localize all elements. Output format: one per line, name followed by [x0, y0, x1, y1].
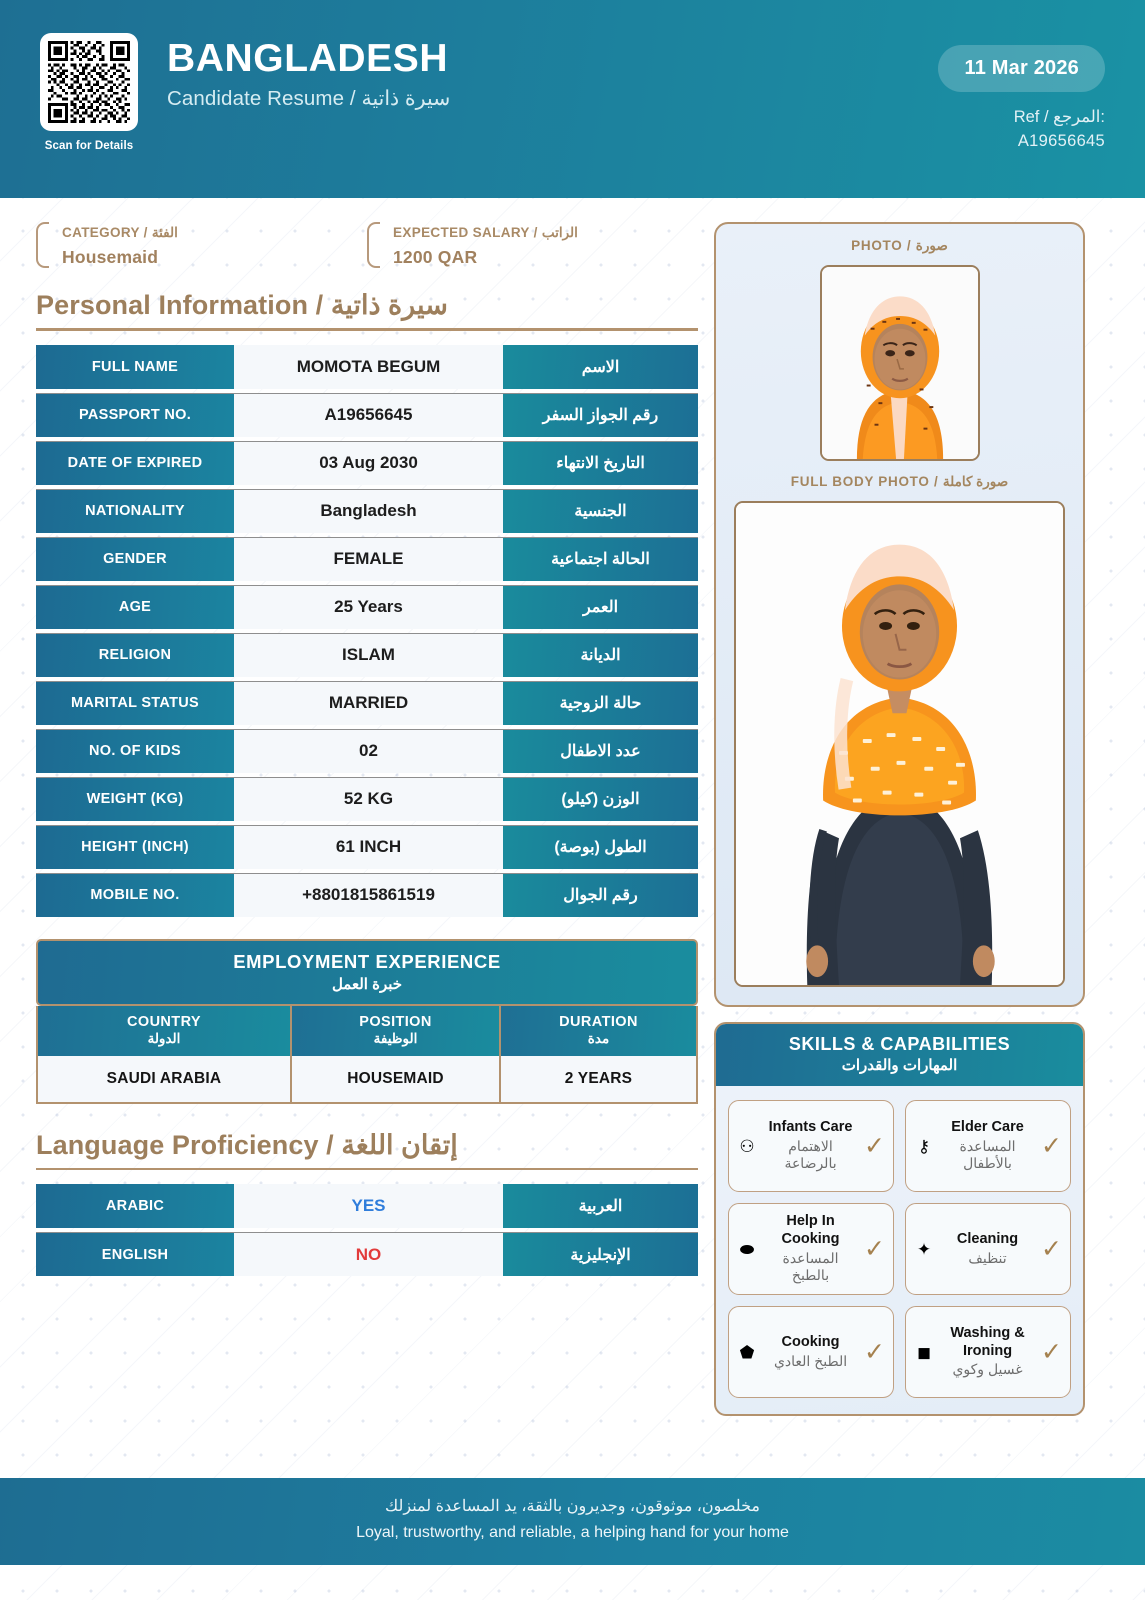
skill-label-en: Cooking [781, 1333, 840, 1350]
info-arabic-cell: التاريخ الانتهاء [503, 442, 698, 485]
info-value-cell: MOMOTA BEGUM [234, 345, 503, 389]
skill-label-ar: الطبخ العادي [773, 1352, 848, 1369]
skill-label-en: Cleaning [956, 1230, 1019, 1247]
table-row [36, 393, 698, 437]
language-arabic-cell: العربية [503, 1184, 698, 1228]
page-footer [0, 1478, 1145, 1565]
page-header [0, 0, 1145, 198]
fullbody-caption: FULL BODY PHOTO / صورة كاملة [790, 474, 1009, 489]
employment-block [36, 939, 698, 1104]
table-row [36, 777, 698, 821]
info-label-cell: FULL NAME [36, 345, 234, 389]
language-title: Language Proficiency / إتقان اللغة [36, 1129, 458, 1160]
left-column [36, 222, 698, 1416]
page-subtitle: Candidate Resume / سيرة ذاتية [167, 86, 451, 110]
section-divider [36, 1168, 698, 1171]
table-row [36, 441, 698, 485]
personal-info-title: Personal Information / سيرة ذاتية [36, 290, 448, 320]
skill-text-group [939, 1119, 1036, 1173]
category-item [36, 222, 367, 268]
employment-cell-position: HOUSEMAID [292, 1056, 499, 1102]
info-label-cell: AGE [36, 586, 234, 629]
info-arabic-cell: الديانة [503, 634, 698, 677]
info-label-cell: RELIGION [36, 634, 234, 677]
table-row [36, 489, 698, 533]
skill-text-group [762, 1334, 859, 1370]
employment-header-duration-ar: مدة [587, 1030, 610, 1046]
table-row [36, 585, 698, 629]
candidate-headshot-photo [820, 265, 980, 461]
info-arabic-cell: حالة الزوجية [503, 682, 698, 725]
language-label-cell: ENGLISH [36, 1233, 234, 1276]
info-value-cell: +8801815861519 [234, 874, 503, 917]
right-column [714, 222, 1085, 1416]
employment-cell-country: SAUDI ARABIA [38, 1056, 290, 1102]
employment-cell-duration: 2 YEARS [501, 1056, 696, 1102]
info-arabic-cell: رقم الجوال [503, 874, 698, 917]
info-label-cell: NATIONALITY [36, 490, 234, 533]
check-icon: ✓ [864, 1337, 885, 1366]
skill-label-en: Washing & Ironing [950, 1325, 1025, 1359]
check-icon: ✓ [1041, 1131, 1062, 1160]
info-arabic-cell: الطول (بوصة) [503, 826, 698, 869]
skill-label-ar: غسيل وكوي [952, 1361, 1023, 1378]
page-title: BANGLADESH [167, 37, 449, 80]
language-label-cell: ARABIC [36, 1184, 234, 1228]
info-value-cell: FEMALE [234, 538, 503, 581]
sparkle-icon: ✦ [916, 1239, 932, 1259]
header-left-group [40, 0, 450, 152]
employment-header-country-ar: الدولة [147, 1030, 181, 1046]
info-arabic-cell: الوزن (كيلو) [503, 778, 698, 821]
skill-label-en: Infants Care [768, 1119, 853, 1136]
personal-info-table [36, 345, 698, 917]
check-icon: ✓ [864, 1131, 885, 1160]
date-badge: 11 Mar 2026 [938, 45, 1105, 92]
qr-group [40, 33, 138, 152]
qr-caption: Scan for Details [44, 140, 134, 152]
employment-title-en: EMPLOYMENT EXPERIENCE [233, 950, 501, 972]
skill-card [728, 1100, 894, 1192]
content-area [0, 198, 1145, 1416]
employment-grid [36, 1006, 698, 1104]
personal-info-heading [36, 290, 698, 331]
table-row [36, 537, 698, 581]
skill-label-ar: المساعدة بالطبخ [782, 1249, 839, 1284]
skill-text-group [762, 1213, 859, 1284]
employment-title-ar: خبرة العمل [331, 975, 403, 993]
infant-icon: ⚇ [739, 1136, 755, 1156]
table-row [36, 345, 698, 389]
employment-header-country-en: COUNTRY [127, 1013, 201, 1030]
info-label-cell: HEIGHT (INCH) [36, 826, 234, 869]
language-row [36, 1232, 698, 1276]
language-arabic-cell: الإنجليزية [503, 1233, 698, 1276]
info-label-cell: GENDER [36, 538, 234, 581]
skills-header [716, 1024, 1083, 1086]
language-heading [36, 1130, 698, 1171]
skills-grid [716, 1086, 1083, 1414]
cooking-help-icon: ⬬ [739, 1239, 755, 1259]
info-label-cell: MOBILE NO. [36, 874, 234, 917]
skill-label-en: Help In Cooking [781, 1213, 840, 1247]
info-value-cell: 03 Aug 2030 [234, 442, 503, 485]
info-label-cell: WEIGHT (KG) [36, 778, 234, 821]
info-arabic-cell: رقم الجواز السفر [503, 394, 698, 437]
headshot-caption: PHOTO / صورة [851, 238, 948, 253]
reference-label: Ref / المرجع: [1013, 108, 1105, 126]
info-arabic-cell: الجنسية [503, 490, 698, 533]
photo-panel [714, 222, 1085, 1007]
skill-card [728, 1306, 894, 1398]
employment-column-country [38, 1006, 290, 1102]
employment-header-duration-en: DURATION [559, 1013, 638, 1030]
employment-column-position [290, 1006, 499, 1102]
meta-row [36, 222, 698, 268]
info-value-cell: 52 KG [234, 778, 503, 821]
language-value-cell: YES [234, 1184, 503, 1228]
info-label-cell: NO. OF KIDS [36, 730, 234, 773]
check-icon: ✓ [864, 1234, 885, 1263]
category-label: CATEGORY / الفئة [62, 225, 178, 240]
table-row [36, 873, 698, 917]
bracket-decoration [36, 222, 49, 268]
elder-icon: ⚷ [917, 1136, 931, 1156]
employment-column-duration [499, 1006, 696, 1102]
skill-label-ar: المساعدة بالأطفال [959, 1137, 1016, 1172]
language-row [36, 1184, 698, 1228]
header-title-group [167, 33, 450, 111]
skill-label-ar: تنظيف [968, 1249, 1007, 1266]
qr-code-icon[interactable] [40, 33, 138, 131]
skill-label-en: Elder Care [951, 1119, 1024, 1136]
info-value-cell: 25 Years [234, 586, 503, 629]
table-row [36, 729, 698, 773]
info-value-cell: ISLAM [234, 634, 503, 677]
salary-label: EXPECTED SALARY / الراتب [393, 225, 578, 240]
info-value-cell: Bangladesh [234, 490, 503, 533]
skill-text-group [939, 1231, 1036, 1267]
skills-panel [714, 1022, 1085, 1416]
info-arabic-cell: العمر [503, 586, 698, 629]
info-arabic-cell: الحالة اجتماعية [503, 538, 698, 581]
skills-title-ar: المهارات والقدرات [841, 1057, 958, 1074]
info-value-cell: A19656645 [234, 394, 503, 437]
check-icon: ✓ [1041, 1337, 1062, 1366]
skill-text-group [939, 1325, 1036, 1379]
table-row [36, 681, 698, 725]
skill-label-ar: الاهتمام بالرضاعة [784, 1137, 837, 1172]
bracket-decoration [367, 222, 380, 268]
skill-card [728, 1203, 894, 1295]
skill-card [905, 1203, 1071, 1295]
info-value-cell: MARRIED [234, 682, 503, 725]
language-table [36, 1184, 698, 1276]
salary-value: 1200 QAR [393, 247, 478, 267]
candidate-fullbody-photo [734, 501, 1065, 987]
language-value-cell: NO [234, 1233, 503, 1276]
employment-header-position-ar: الوظيفة [373, 1030, 418, 1046]
pot-icon: ⬟ [739, 1342, 755, 1362]
skill-text-group [762, 1119, 859, 1173]
employment-header-position-en: POSITION [359, 1013, 432, 1030]
info-arabic-cell: الاسم [503, 345, 698, 389]
skill-card [905, 1306, 1071, 1398]
reference-value: A19656645 [1017, 132, 1105, 151]
iron-icon: ◼ [916, 1342, 932, 1362]
employment-header-country [38, 1006, 290, 1056]
employment-title [36, 939, 698, 1006]
footer-tagline-ar: مخلصون، موثوقون، وجديرون بالثقة، يد المساعدة لمنزلك [385, 1498, 760, 1516]
table-row [36, 825, 698, 869]
category-value: Housemaid [62, 247, 159, 267]
skill-card [905, 1100, 1071, 1192]
info-arabic-cell: عدد الاطفال [503, 730, 698, 773]
info-value-cell: 02 [234, 730, 503, 773]
employment-header-position [292, 1006, 499, 1056]
section-divider [36, 328, 698, 331]
info-label-cell: DATE OF EXPIRED [36, 442, 234, 485]
header-right-group [938, 0, 1105, 154]
skills-title-en: SKILLS & CAPABILITIES [788, 1034, 1011, 1054]
salary-item [367, 222, 698, 268]
info-label-cell: PASSPORT NO. [36, 394, 234, 437]
table-row [36, 633, 698, 677]
employment-header-duration [501, 1006, 696, 1056]
reference-block [1014, 106, 1105, 154]
info-value-cell: 61 INCH [234, 826, 503, 869]
footer-tagline-en: Loyal, trustworthy, and reliable, a helping hand for your home [356, 1524, 789, 1542]
info-label-cell: MARITAL STATUS [36, 682, 234, 725]
check-icon: ✓ [1041, 1234, 1062, 1263]
